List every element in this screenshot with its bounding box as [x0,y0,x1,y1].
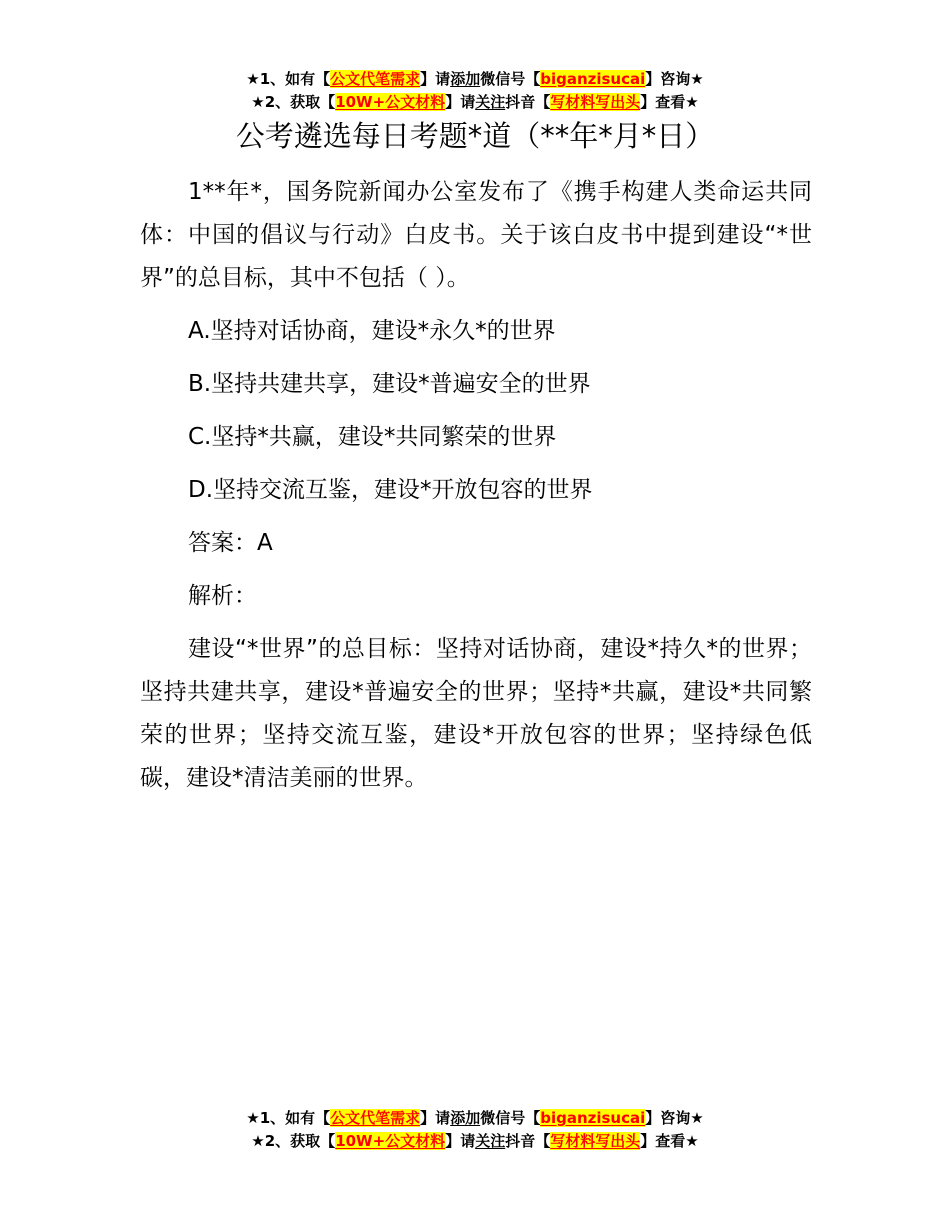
banner-text: 抖音【 [505,93,551,111]
option-a: A.坚持对话协商，建设*永久*的世界 [188,318,556,344]
banner-line-2 [0,1130,950,1153]
option-c: C.坚持*共赢，建设*共同繁荣的世界 [188,424,557,450]
document-body [140,171,812,800]
banner-underline: 关注 [475,93,506,111]
banner-underline: 添加 [450,70,481,88]
banner-highlight: biganzisucai [540,1109,646,1127]
banner-text: 】请 [420,70,451,88]
header-banner [0,68,950,114]
banner-text: 】咨询★ [645,70,704,88]
banner-text: 】请 [445,1132,476,1150]
option-d: D.坚持交流互鉴，建设*开放包容的世界 [188,477,593,503]
analysis-text: 建设“*世界”的总目标：坚持对话协商，建设*持久*的世界；坚持共建共享，建设*普遍安全的世界；坚持*共赢，建设*共同繁荣的世界；坚持交流互鉴，建设*开放包容的世界；坚持绿色低碳，建设*清洁美丽的世界。 [140,636,812,791]
banner-highlight: 10W+公文材料 [335,1132,446,1150]
question-text: 1**年*，国务院新闻办公室发布了《携手构建人类命运共同体：中国的倡议与行动》白皮书。关于该白皮书中提到建设“*世界”的总目标，其中不包括（ ）。 [140,179,812,291]
banner-line-1 [0,1107,950,1130]
banner-text: 】请 [420,1109,451,1127]
analysis-label: 解析： [188,583,257,609]
banner-text: ★2、获取【 [251,93,336,111]
banner-text: 】咨询★ [645,1109,704,1127]
banner-underline: 添加 [450,1109,481,1127]
option-b: B.坚持共建共享，建设*普遍安全的世界 [188,371,591,397]
banner-text: 】请 [445,93,476,111]
banner-highlight: 写材料写出头 [550,1132,641,1150]
banner-highlight: 写材料写出头 [550,93,641,111]
banner-text: 微信号【 [480,1109,541,1127]
banner-text: 】查看★ [640,93,699,111]
banner-text: 】查看★ [640,1132,699,1150]
banner-text: ★1、如有【 [246,1109,331,1127]
banner-text: 微信号【 [480,70,541,88]
banner-highlight: biganzisucai [540,70,646,88]
banner-text: ★1、如有【 [246,70,331,88]
banner-text: 抖音【 [505,1132,551,1150]
banner-highlight: 公文代笔需求 [330,1109,421,1127]
banner-line-1 [0,68,950,91]
banner-highlight: 公文代笔需求 [330,70,421,88]
page-title: 公考遴选每日考题*道（**年*月*日） [235,119,715,153]
banner-underline: 关注 [475,1132,506,1150]
banner-highlight: 10W+公文材料 [335,93,446,111]
banner-text: ★2、获取【 [251,1132,336,1150]
banner-line-2 [0,91,950,114]
footer-banner [0,1107,950,1153]
answer-text: 答案：A [188,530,273,556]
